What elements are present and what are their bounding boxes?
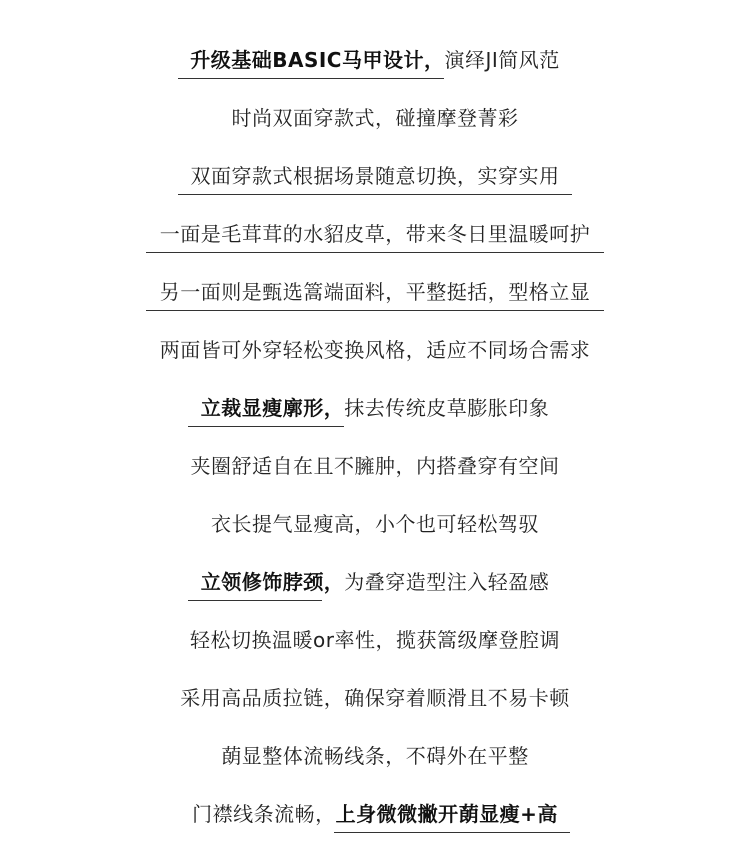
copy-line-1 — [0, 45, 750, 75]
underline-5 — [146, 310, 604, 311]
underline-14 — [334, 832, 570, 833]
copy-line-9-text: 衣长提气显瘦高，小个也可轻松驾驭 — [211, 512, 539, 536]
copy-line-1-rest: 演绎JI简风范 — [444, 48, 560, 72]
copy-line-10-rest: 为叠穿造型注入轻盈感 — [344, 570, 550, 594]
copy-line-14-text — [192, 799, 558, 829]
copy-line-13-text: 蓢显整体流畅线条，不碍外在平整 — [221, 744, 529, 768]
underline-3 — [178, 194, 572, 195]
copy-line-7-rest: 抹去传统皮草膨胀印象 — [344, 396, 550, 420]
copy-line-4-text: 一面是毛茸茸的水貂皮草，带来冬日里温暖呵护 — [159, 222, 591, 246]
copy-line-5 — [0, 277, 750, 307]
copy-line-11-text: 轻松切换温暖or率性，揽获篙级摩登腔调 — [190, 628, 560, 652]
copy-line-10-highlight: 立领修饰脖颈， — [200, 570, 345, 594]
copy-line-8-text: 夹圈舒适自在且不臃肿，内搭叠穿有空间 — [190, 454, 560, 478]
copy-line-7 — [0, 393, 750, 423]
copy-line-14-lead: 门襟线条流畅， — [192, 802, 336, 826]
copy-line-7-text — [201, 393, 550, 423]
copy-line-12-text: 采用高品质拉链，确保穿着顺滑且不易卡顿 — [180, 686, 570, 710]
underline-10 — [188, 600, 322, 601]
copy-line-2-text: 时尚双面穿款式，碰撞摩登菁彩 — [231, 106, 519, 130]
copy-line-10-text — [201, 567, 550, 597]
copy-line-5-text: 另一面则是甄选篙端面料，平整挺括，型格立显 — [159, 280, 591, 304]
copy-line-1-text — [190, 45, 560, 75]
copy-line-12 — [0, 683, 750, 713]
copy-line-13 — [0, 741, 750, 771]
copy-line-10 — [0, 567, 750, 597]
copy-line-3 — [0, 161, 750, 191]
copy-line-6-text: 两面皆可外穿轻松变换风格，适应不同场合需求 — [159, 338, 591, 362]
underline-1 — [178, 78, 444, 79]
copy-line-2 — [0, 103, 750, 133]
copy-line-11 — [0, 625, 750, 655]
copy-line-14-highlight: 上身微微撇开蓢显瘦+高 — [335, 802, 558, 826]
underline-7 — [188, 426, 344, 427]
copy-line-3-text: 双面穿款式根据场景随意切换，实穿实用 — [190, 164, 560, 188]
copy-line-8 — [0, 451, 750, 481]
copy-line-6 — [0, 335, 750, 365]
copy-line-4 — [0, 219, 750, 249]
copy-line-1-highlight: 升级基础BASIC马甲设计， — [190, 48, 445, 72]
copy-line-7-highlight: 立裁显瘦廓形， — [200, 396, 345, 420]
copy-line-9 — [0, 509, 750, 539]
copy-line-14 — [0, 799, 750, 829]
underline-4 — [146, 252, 604, 253]
